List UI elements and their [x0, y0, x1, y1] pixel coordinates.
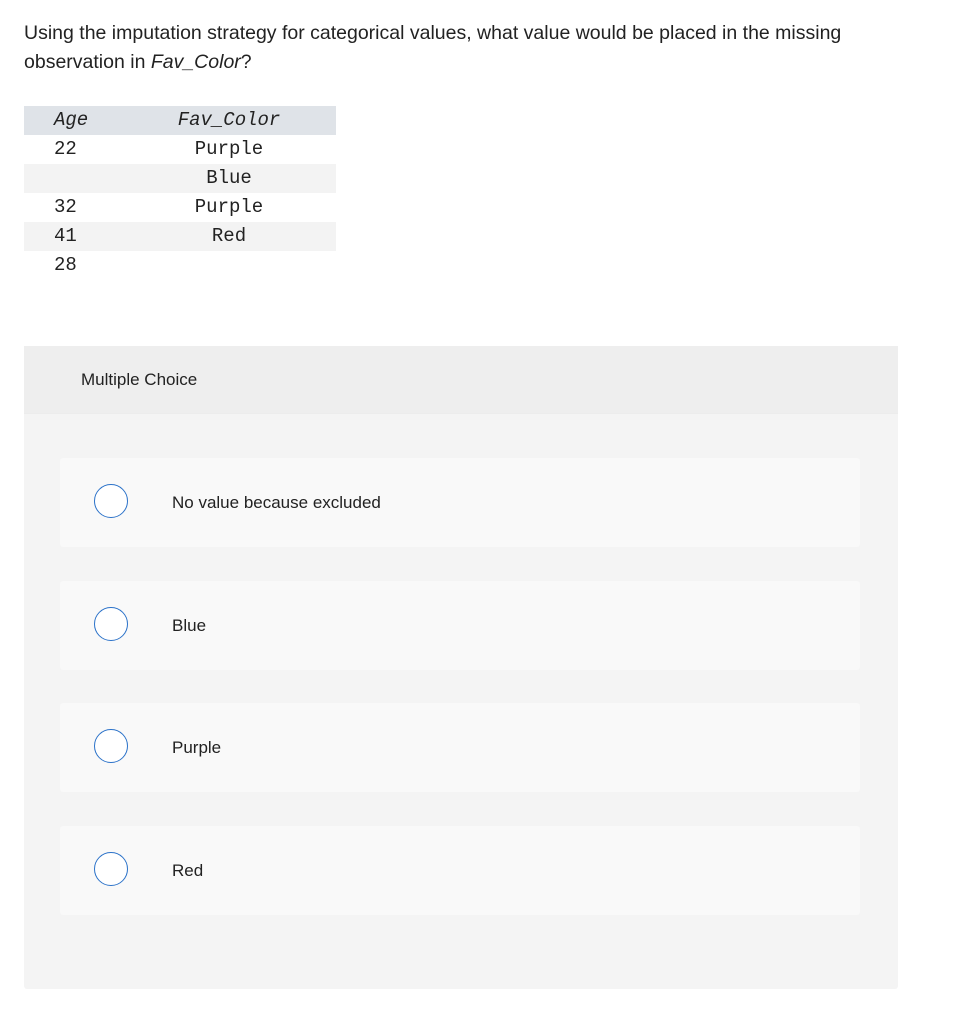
question-suffix: ? — [240, 51, 252, 73]
answer-option-label: Red — [172, 861, 204, 880]
table-row — [24, 222, 336, 251]
multiple-choice-panel — [24, 346, 898, 989]
table-row — [24, 193, 336, 222]
table-header-fav-color: Fav_Color — [122, 106, 336, 135]
table-cell-fav-color: Purple — [194, 138, 264, 160]
table-row — [24, 251, 336, 280]
table-cell-fav-color: Red — [122, 222, 336, 251]
table-cell-fav-color — [122, 251, 336, 280]
data-table — [24, 106, 336, 280]
table-row — [24, 164, 336, 193]
table-cell-age: 22 — [54, 138, 77, 160]
multiple-choice-header: Multiple Choice — [24, 346, 898, 414]
table-row — [24, 135, 336, 164]
radio-button-icon[interactable] — [94, 729, 128, 763]
answer-option-label: No value because excluded — [172, 493, 381, 512]
table-cell-fav-color: Blue — [122, 164, 336, 193]
table-cell-age: 32 — [54, 196, 77, 218]
table-cell-fav-color: Purple — [194, 196, 264, 218]
radio-button-icon[interactable] — [94, 484, 128, 518]
table-header-age: Age — [24, 106, 122, 135]
question-text — [24, 19, 884, 77]
answer-option[interactable] — [60, 581, 860, 670]
answer-option[interactable] — [60, 703, 860, 792]
table-cell-age: 41 — [24, 222, 122, 251]
answer-option-label: Blue — [172, 616, 207, 635]
answer-option[interactable] — [60, 826, 860, 915]
table-cell-age: 28 — [54, 254, 77, 276]
table-cell-age — [24, 164, 122, 193]
question-prefix: Using the imputation strategy for categorical values, what value would be placed in the missing observation in — [24, 22, 842, 73]
question-variable: Fav_Color — [150, 51, 241, 73]
table-header-row — [24, 106, 336, 135]
answer-option-label: Purple — [172, 738, 222, 757]
answer-option[interactable] — [60, 458, 860, 547]
radio-button-icon[interactable] — [94, 607, 128, 641]
radio-button-icon[interactable] — [94, 852, 128, 886]
